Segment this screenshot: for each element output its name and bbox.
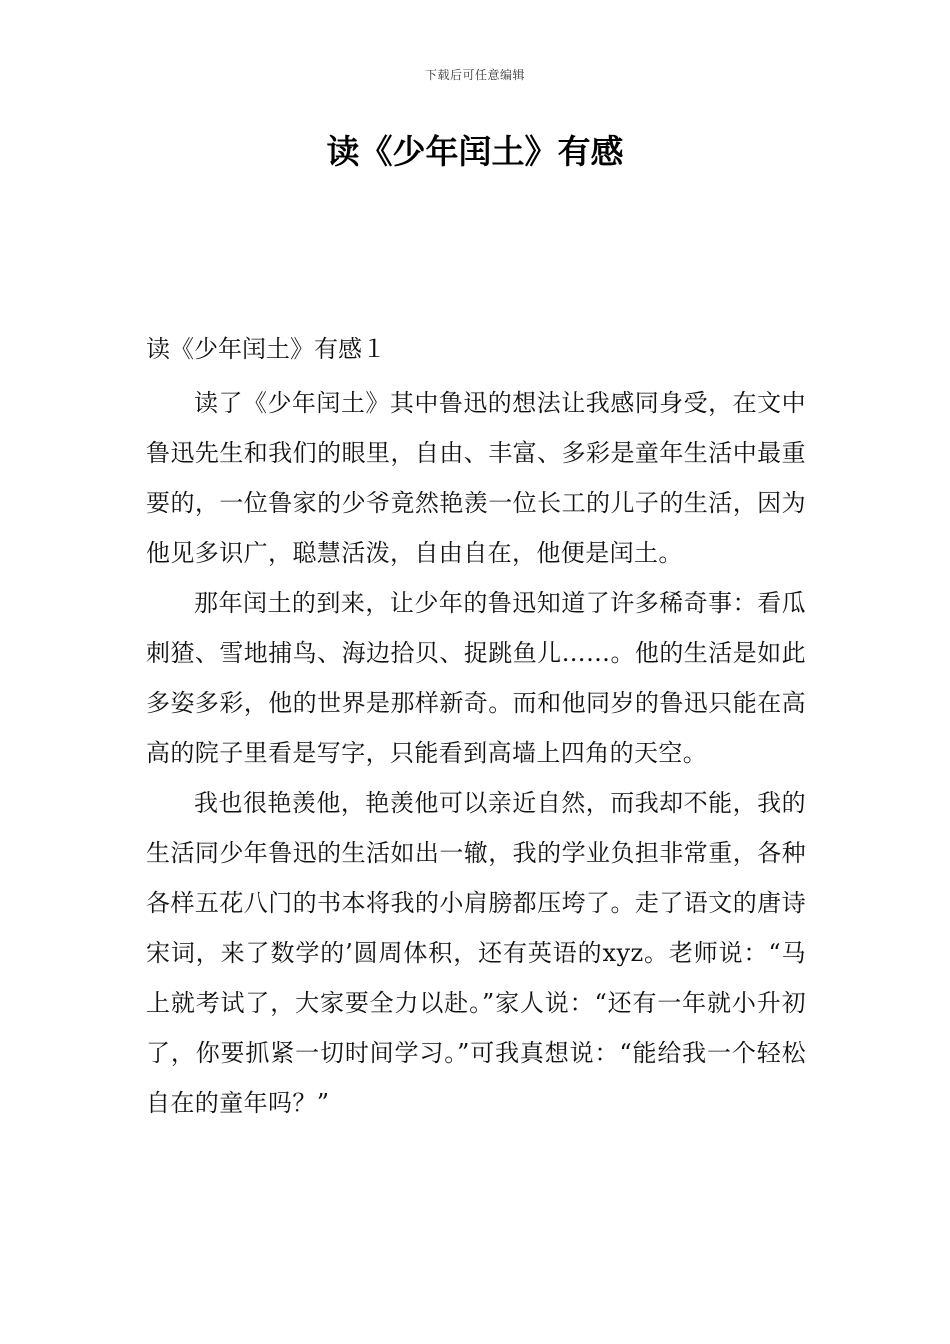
- paragraph-2: 那年闰土的到来，让少年的鲁迅知道了许多稀奇事：看瓜刺猹、雪地捕鸟、海边拾贝、捉跳鱼儿……。他的生活是如此多姿多彩，他的世界是那样新奇。而和他同岁的鲁迅只能在高高的院子里看是写字，只能看到高墙上四角的天空。: [146, 589, 806, 767]
- header-note: 下载后可任意编辑: [424, 68, 525, 82]
- paragraph-1: 读了《少年闰土》其中鲁迅的想法让我感同身受，在文中鲁迅先生和我们的眼里，自由、丰富、多彩是童年生活中最重要的，一位鲁家的少爷竟然艳羡一位长工的儿子的生活，因为他见多识广，聪慧活泼，自由自在，他便是闰土。: [146, 389, 806, 567]
- document-title: 读《少年闰土》有感: [326, 132, 624, 171]
- section-heading: 读《少年闰土》有感１: [146, 335, 386, 363]
- article-body: [146, 330, 806, 1128]
- paragraph-3: 我也很艳羡他，艳羡他可以亲近自然，而我却不能，我的生活同少年鲁迅的生活如出一辙，我的学业负担非常重，各种各样五花八门的书本将我的小肩膀都压垮了。走了语文的唐诗宋词，来了数学的’圆周体积，还有英语的xyz。老师说：“马上就考试了，大家要全力以赴。”家人说：“还有一年就小升初了，你要抓紧一切时间学习。”可我真想说：“能给我一个轻松自在的童年吗？”: [146, 789, 806, 1117]
